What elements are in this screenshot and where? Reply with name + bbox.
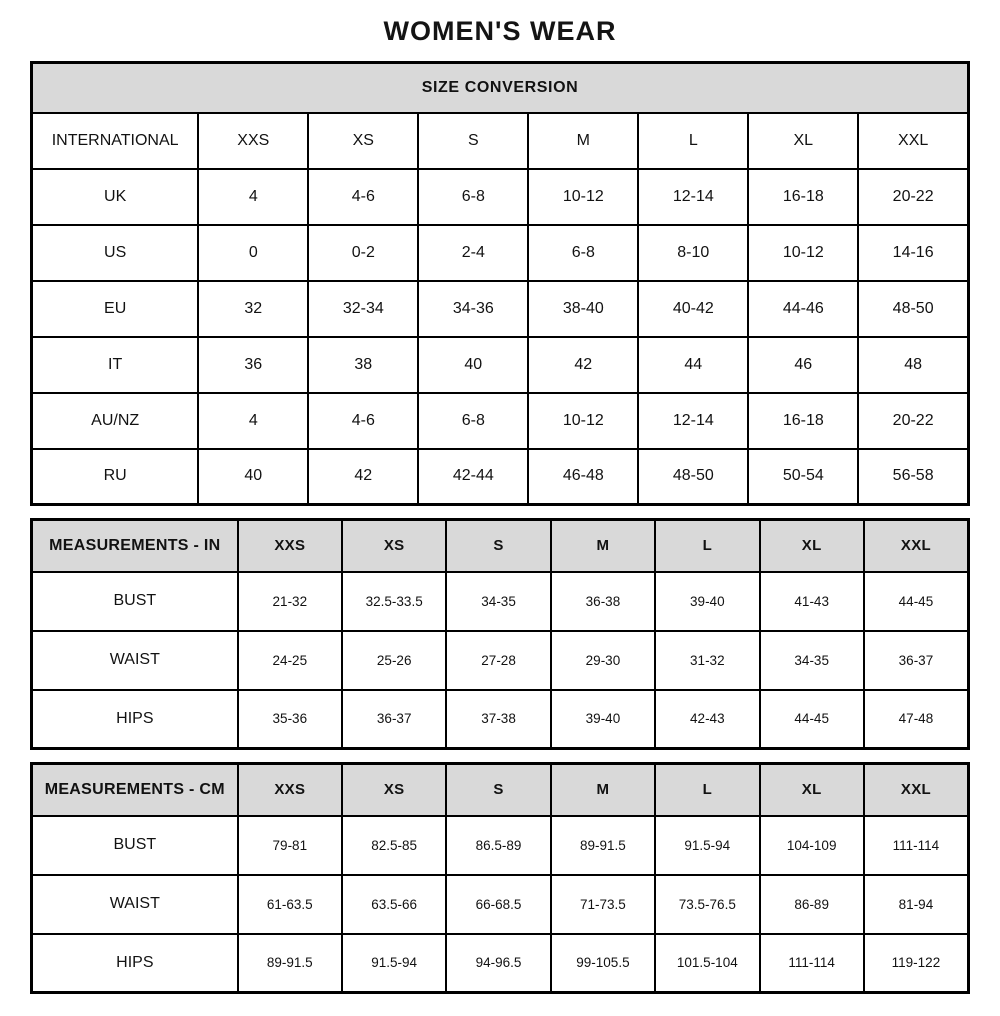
size-column-header: S — [446, 520, 550, 572]
value-cell: 42 — [308, 449, 418, 505]
row-label: WAIST — [32, 875, 238, 934]
size-column-header: S — [446, 764, 550, 816]
size-column-header: M — [551, 520, 655, 572]
value-cell: 6-8 — [418, 169, 528, 225]
value-cell: 56-58 — [858, 449, 968, 505]
table-row — [32, 631, 969, 690]
value-cell: 2-4 — [418, 225, 528, 281]
value-cell: 24-25 — [238, 631, 342, 690]
measurements-in-table — [30, 518, 970, 750]
value-cell: 36-37 — [864, 631, 969, 690]
value-cell: 36-38 — [551, 572, 655, 631]
value-cell: 36-37 — [342, 690, 446, 749]
table-row — [32, 225, 969, 281]
size-column-header: XXL — [864, 520, 969, 572]
size-column-header: XS — [308, 113, 418, 169]
value-cell: 101.5-104 — [655, 934, 759, 993]
value-cell: 99-105.5 — [551, 934, 655, 993]
value-cell: 6-8 — [528, 225, 638, 281]
row-label: US — [32, 225, 199, 281]
size-column-header: S — [418, 113, 528, 169]
value-cell: 66-68.5 — [446, 875, 550, 934]
value-cell: 86-89 — [760, 875, 864, 934]
value-cell: 21-32 — [238, 572, 342, 631]
row-label: EU — [32, 281, 199, 337]
value-cell: 39-40 — [551, 690, 655, 749]
value-cell: 81-94 — [864, 875, 969, 934]
table-row — [32, 690, 969, 749]
value-cell: 16-18 — [748, 169, 858, 225]
value-cell: 32-34 — [308, 281, 418, 337]
row-label: BUST — [32, 816, 238, 875]
value-cell: 39-40 — [655, 572, 759, 631]
value-cell: 10-12 — [528, 393, 638, 449]
measurements-cm-title: MEASUREMENTS - CM — [32, 764, 238, 816]
table-row — [32, 816, 969, 875]
table-row — [32, 281, 969, 337]
value-cell: 46 — [748, 337, 858, 393]
value-cell: 63.5-66 — [342, 875, 446, 934]
header-row — [32, 764, 969, 816]
row-label: HIPS — [32, 934, 238, 993]
value-cell: 8-10 — [638, 225, 748, 281]
row-label: IT — [32, 337, 199, 393]
value-cell: 42 — [528, 337, 638, 393]
value-cell: 41-43 — [760, 572, 864, 631]
value-cell: 31-32 — [655, 631, 759, 690]
value-cell: 29-30 — [551, 631, 655, 690]
size-column-header: L — [655, 764, 759, 816]
row-label: RU — [32, 449, 199, 505]
value-cell: 48-50 — [858, 281, 968, 337]
value-cell: 47-48 — [864, 690, 969, 749]
row-label: AU/NZ — [32, 393, 199, 449]
size-column-header: XS — [342, 764, 446, 816]
value-cell: 48-50 — [638, 449, 748, 505]
size-column-header: XXS — [238, 764, 342, 816]
size-conversion-table — [30, 61, 970, 506]
value-cell: 89-91.5 — [238, 934, 342, 993]
value-cell: 79-81 — [238, 816, 342, 875]
size-column-header: XL — [748, 113, 858, 169]
value-cell: 10-12 — [748, 225, 858, 281]
value-cell: 42-43 — [655, 690, 759, 749]
value-cell: 25-26 — [342, 631, 446, 690]
value-cell: 6-8 — [418, 393, 528, 449]
value-cell: 12-14 — [638, 393, 748, 449]
value-cell: 91.5-94 — [342, 934, 446, 993]
header-row — [32, 113, 969, 169]
value-cell: 44-46 — [748, 281, 858, 337]
value-cell: 34-35 — [446, 572, 550, 631]
value-cell: 4-6 — [308, 393, 418, 449]
value-cell: 40-42 — [638, 281, 748, 337]
table-row — [32, 169, 969, 225]
table-row — [32, 572, 969, 631]
table-title-row — [32, 63, 969, 113]
table-row — [32, 393, 969, 449]
table-row — [32, 934, 969, 993]
table-row — [32, 337, 969, 393]
size-column-header: XXS — [198, 113, 308, 169]
row-label-international: INTERNATIONAL — [32, 113, 199, 169]
value-cell: 44-45 — [760, 690, 864, 749]
value-cell: 40 — [198, 449, 308, 505]
value-cell: 50-54 — [748, 449, 858, 505]
size-column-header: XL — [760, 764, 864, 816]
value-cell: 4 — [198, 169, 308, 225]
value-cell: 119-122 — [864, 934, 969, 993]
measurements-in-title: MEASUREMENTS - IN — [32, 520, 238, 572]
value-cell: 4-6 — [308, 169, 418, 225]
size-column-header: XXL — [858, 113, 968, 169]
value-cell: 89-91.5 — [551, 816, 655, 875]
value-cell: 16-18 — [748, 393, 858, 449]
value-cell: 46-48 — [528, 449, 638, 505]
value-cell: 111-114 — [864, 816, 969, 875]
value-cell: 0 — [198, 225, 308, 281]
value-cell: 12-14 — [638, 169, 748, 225]
row-label: BUST — [32, 572, 238, 631]
value-cell: 4 — [198, 393, 308, 449]
value-cell: 40 — [418, 337, 528, 393]
size-conversion-title: SIZE CONVERSION — [32, 63, 969, 113]
value-cell: 34-35 — [760, 631, 864, 690]
value-cell: 27-28 — [446, 631, 550, 690]
measurements-cm-table — [30, 762, 970, 994]
value-cell: 10-12 — [528, 169, 638, 225]
size-column-header: XXL — [864, 764, 969, 816]
value-cell: 37-38 — [446, 690, 550, 749]
value-cell: 71-73.5 — [551, 875, 655, 934]
table-row — [32, 449, 969, 505]
size-column-header: M — [551, 764, 655, 816]
row-label: HIPS — [32, 690, 238, 749]
page-title: WOMEN'S WEAR — [383, 16, 617, 46]
size-column-header: XS — [342, 520, 446, 572]
size-column-header: M — [528, 113, 638, 169]
row-label: WAIST — [32, 631, 238, 690]
value-cell: 34-36 — [418, 281, 528, 337]
size-column-header: L — [655, 520, 759, 572]
value-cell: 48 — [858, 337, 968, 393]
value-cell: 104-109 — [760, 816, 864, 875]
value-cell: 32 — [198, 281, 308, 337]
value-cell: 0-2 — [308, 225, 418, 281]
value-cell: 91.5-94 — [655, 816, 759, 875]
value-cell: 111-114 — [760, 934, 864, 993]
value-cell: 86.5-89 — [446, 816, 550, 875]
value-cell: 38 — [308, 337, 418, 393]
value-cell: 38-40 — [528, 281, 638, 337]
value-cell: 20-22 — [858, 393, 968, 449]
value-cell: 94-96.5 — [446, 934, 550, 993]
value-cell: 61-63.5 — [238, 875, 342, 934]
value-cell: 82.5-85 — [342, 816, 446, 875]
value-cell: 36 — [198, 337, 308, 393]
value-cell: 32.5-33.5 — [342, 572, 446, 631]
size-column-header: XXS — [238, 520, 342, 572]
value-cell: 44-45 — [864, 572, 969, 631]
size-column-header: L — [638, 113, 748, 169]
value-cell: 44 — [638, 337, 748, 393]
header-row — [32, 520, 969, 572]
value-cell: 42-44 — [418, 449, 528, 505]
size-column-header: XL — [760, 520, 864, 572]
value-cell: 35-36 — [238, 690, 342, 749]
row-label: UK — [32, 169, 199, 225]
value-cell: 73.5-76.5 — [655, 875, 759, 934]
table-row — [32, 875, 969, 934]
value-cell: 20-22 — [858, 169, 968, 225]
value-cell: 14-16 — [858, 225, 968, 281]
